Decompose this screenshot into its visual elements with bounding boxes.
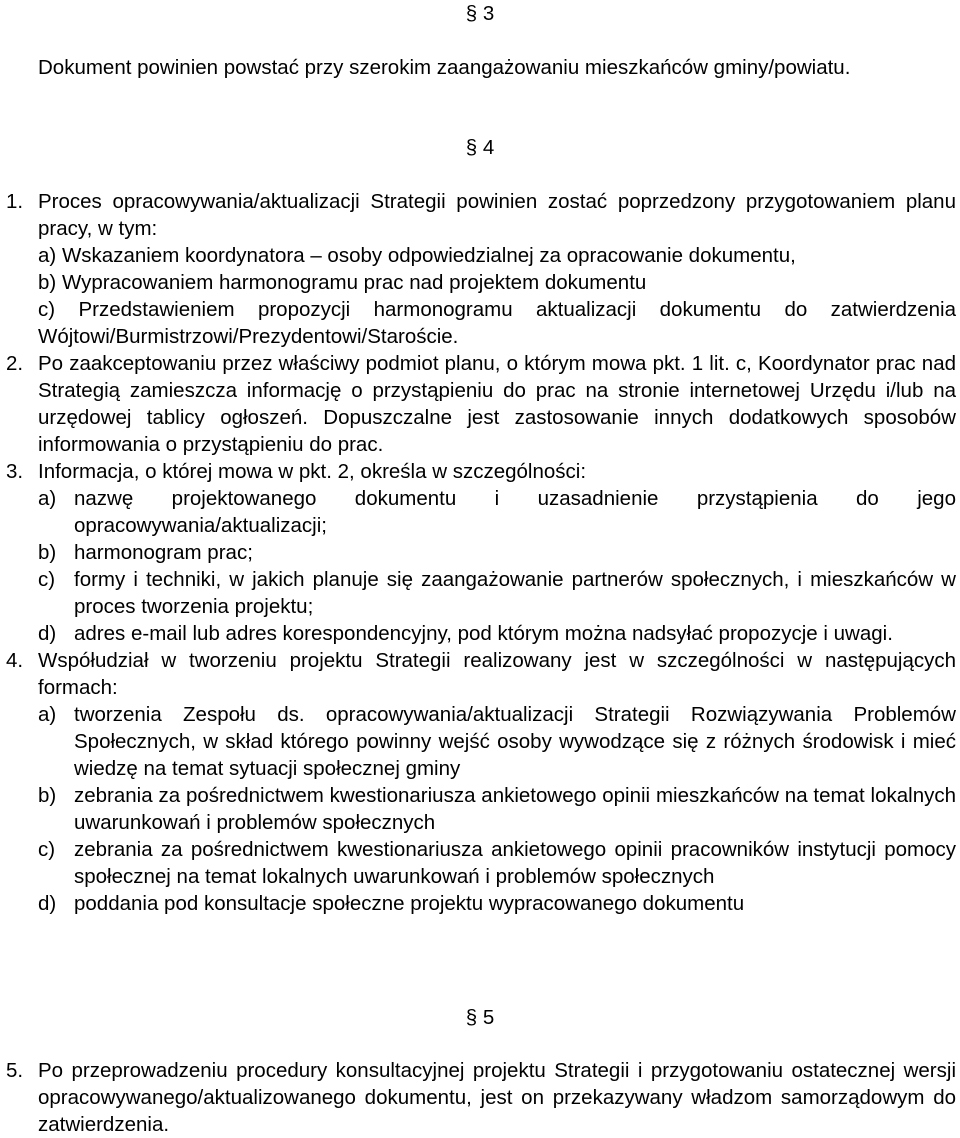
sub-text: poddania pod konsultacje społeczne projektu wypracowanego dokumentu bbox=[74, 892, 745, 915]
sub-item bbox=[38, 566, 956, 620]
sub-item bbox=[38, 620, 956, 647]
list-item-text: Informacja, o której mowa w pkt. 2, określa w szczególności: bbox=[38, 460, 587, 483]
sub-text: Wypracowaniem harmonogramu prac nad projektem dokumentu bbox=[61, 271, 647, 294]
list-item-1-subitems bbox=[38, 242, 956, 350]
sub-item bbox=[38, 485, 956, 539]
sub-label: a) bbox=[38, 487, 57, 510]
sub-label: c) bbox=[38, 838, 56, 861]
list-number: 4. bbox=[6, 649, 24, 672]
sub-item bbox=[38, 782, 956, 836]
sub-item bbox=[38, 269, 956, 296]
sub-text: tworzenia Zespołu ds. opracowywania/aktualizacji Strategii Rozwiązywania Problemów Społecznych, w skład którego powinny wejść osoby wywodzące się z różnych środowisk i mieć wiedzę na temat sytuacji społecznej gminy bbox=[74, 703, 956, 780]
sub-item bbox=[38, 539, 956, 566]
sub-item bbox=[38, 890, 956, 917]
sub-label: d) bbox=[38, 622, 57, 645]
sub-item bbox=[38, 836, 956, 890]
list-item-text: Proces opracowywania/aktualizacji Strategii powinien zostać poprzedzony przygotowaniem planu pracy, w tym: bbox=[38, 190, 956, 240]
section-4-heading: § 4 bbox=[465, 136, 495, 159]
paragraph-text: Dokument powinien powstać przy szerokim zaangażowaniu mieszkańców gminy/powiatu. bbox=[38, 56, 851, 79]
list-number: 5. bbox=[6, 1059, 24, 1082]
list-item-2 bbox=[6, 350, 956, 458]
section-3-heading: § 3 bbox=[465, 2, 495, 25]
section-3-paragraph bbox=[38, 54, 956, 81]
sub-text: Wskazaniem koordynatora – osoby odpowiedzialnej za opracowanie dokumentu, bbox=[61, 244, 796, 267]
list-item-text: Po przeprowadzeniu procedury konsultacyjnej projektu Strategii i przygotowaniu ostatecznej wersji opracowywanego/aktualizowanego dokumentu, jest on przekazywany władzom samorządowym do zatwierdzenia. bbox=[38, 1059, 956, 1136]
sub-text: harmonogram prac; bbox=[74, 541, 253, 564]
list-item-4 bbox=[6, 647, 956, 701]
sub-item bbox=[38, 296, 956, 350]
list-number: 2. bbox=[6, 352, 24, 375]
list-item-5 bbox=[6, 1057, 956, 1138]
sub-label: b) bbox=[38, 784, 57, 807]
section-5-heading: § 5 bbox=[465, 1006, 495, 1029]
list-number: 3. bbox=[6, 460, 24, 483]
sub-label: d) bbox=[38, 892, 57, 915]
sub-text: Przedstawieniem propozycji harmonogramu aktualizacji dokumentu do zatwierdzenia Wójtowi/Burmistrzowi/Prezydentowi/Staroście. bbox=[38, 298, 956, 348]
list-item-3 bbox=[6, 458, 956, 485]
sub-item bbox=[38, 701, 956, 782]
sub-item bbox=[38, 242, 956, 269]
section-5-body bbox=[6, 1057, 956, 1138]
sub-label: a) bbox=[38, 244, 57, 267]
sub-label: b) bbox=[38, 541, 57, 564]
list-item-text: Współudział w tworzeniu projektu Strategii realizowany jest w szczególności w następujących formach: bbox=[38, 649, 956, 699]
list-number: 1. bbox=[6, 190, 24, 213]
sub-label: b) bbox=[38, 271, 57, 294]
list-item-text: Po zaakceptowaniu przez właściwy podmiot planu, o którym mowa pkt. 1 lit. c, Koordynator prac nad Strategią zamieszcza informację o przystąpieniu do prac na stronie internetowej Urzędu i/lub na urzędowej tablicy ogłoszeń. Dopuszczalne jest zastosowanie innych dodatkowych sposobów informowania o przystąpieniu do prac. bbox=[38, 352, 956, 456]
list-item-1 bbox=[6, 188, 956, 242]
sub-label: c) bbox=[38, 568, 56, 591]
sub-text: nazwę projektowanego dokumentu i uzasadnienie przystąpienia do jego opracowywania/aktualizacji; bbox=[74, 487, 956, 537]
sub-text: adres e-mail lub adres korespondencyjny, pod którym można nadsyłać propozycje i uwagi. bbox=[74, 622, 893, 645]
section-4-body bbox=[6, 188, 956, 917]
sub-text: formy i techniki, w jakich planuje się zaangażowanie partnerów społecznych, i mieszkańców w proces tworzenia projektu; bbox=[74, 568, 956, 618]
sub-label: a) bbox=[38, 703, 57, 726]
sub-text: zebrania za pośrednictwem kwestionariusza ankietowego opinii mieszkańców na temat lokalnych uwarunkowań i problemów społecznych bbox=[74, 784, 956, 834]
sub-text: zebrania za pośrednictwem kwestionariusza ankietowego opinii pracowników instytucji pomocy społecznej na temat lokalnych uwarunkowań i problemów społecznych bbox=[74, 838, 956, 888]
sub-label: c) bbox=[38, 298, 56, 321]
